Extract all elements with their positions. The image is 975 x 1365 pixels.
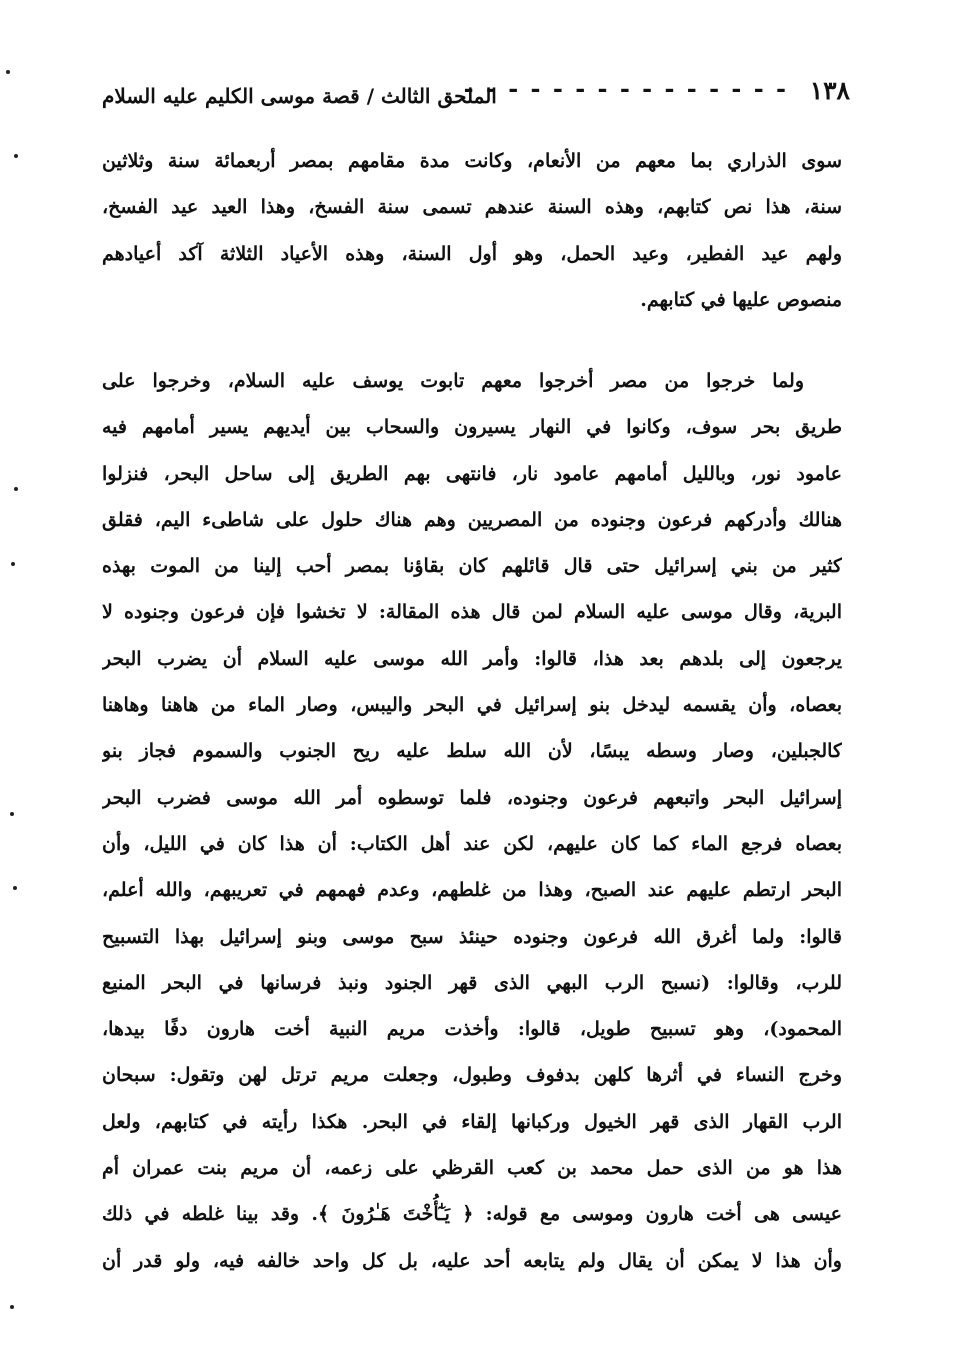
text-line: بعصاه فرجع الماء كما كان عليهم، لكن عند أهل الكتاب: أن هذا كان في الليل، وأن [102, 832, 842, 855]
scan-speck [13, 886, 17, 890]
text-line: سوى الذراري بما معهم من الأنعام، وكانت مدة مقامهم بمصر أربعمائة سنة وثلاثين [102, 150, 842, 172]
text-line: البحر ارتطم عليهم عند الصبح، وهذا من غلطهم، وعدم فهمهم في تعريبهم، والله أعلم، [102, 879, 842, 902]
scan-speck [6, 70, 10, 74]
text-line: بعصاه، وأن يقسمه ليدخل بنو إسرائيل في البحر واليبس، وصار الماء من هاهنا وهاهنا [102, 694, 842, 717]
text-line: البرية، وقال موسى عليه السلام لمن قال هذه المقالة: لا تخشوا فإن فرعون وجنوده لا [102, 601, 842, 624]
text-line: للرب، وقالوا: (نسبح الرب البهي الذى قهر الجنود ونبذ فرسانها في البحر المنيع [102, 971, 842, 994]
scan-speck [14, 154, 18, 158]
scan-speck [10, 812, 14, 816]
page-header [102, 72, 850, 116]
text-line: وأن هذا لا يمكن أن يقال ولم يتابعه أحد عليه، بل كل واحد خالفه فيه، ولو قدر أن [102, 1249, 842, 1272]
text-line: يرجعون إلى بلدهم بعد هذا، قالوا: وأمر الله موسى عليه السلام أن يضرب البحر [102, 647, 842, 670]
text-line: وخرج النساء في أثرها كلهن بدفوف وطبول، وجعلت مريم ترتل لهن وتقول: سبحان [102, 1064, 842, 1087]
text-line: قالوا: ولما أغرق الله فرعون وجنوده حينئذ سبح موسى وبنو إسرائيل بهذا التسبيح [102, 925, 842, 948]
text-line: المحمود)، وهو تسبيح طويل، قالوا: وأخذت مريم النبية أخت هارون دفًا بيدها، [102, 1018, 842, 1041]
text-line-indented: ولما خرجوا من مصر أخرجوا معهم تابوت يوسف عليه السلام، وخرجوا على [102, 370, 804, 392]
header-dash-rule: - - - - - - - - - - - - - - - [463, 74, 788, 103]
scan-speck [11, 562, 15, 566]
page-number: ١٣٨ [809, 76, 850, 105]
text-line: إسرائيل البحر واتبعهم فرعون وجنوده، فلما توسطوه أمر الله موسى فضرب البحر [102, 786, 842, 809]
text-line: هذا هو من الذى حمل محمد بن كعب القرظي على زعمه، أن مريم بنت عمران أم [102, 1157, 842, 1180]
scan-speck [14, 487, 18, 491]
text-line: ولهم عيد الفطير، وعيد الحمل، وهو أول السنة، وهذه الأعياد الثلاثة آكد أعيادهم [102, 242, 842, 265]
paragraph-2 [102, 358, 842, 1284]
text-line: عيسى هى أخت هارون وموسى مع قوله: ﴿ يَـٰٓأُخْتَ هَـٰرُونَ ﴾. وقد بينا غلطه في ذلك [102, 1203, 842, 1226]
text-line: كالجبلين، وصار وسطه يبسًا، لأن الله سلط عليه ريح الجنوب والسموم فجاز بنو [102, 740, 842, 763]
running-head-title: الملحق الثالث / قصة موسى الكليم عليه السلام [102, 84, 497, 108]
paragraph-1 [102, 138, 842, 323]
scan-speck [10, 1305, 14, 1309]
text-line: عامود نور، وبالليل أمامهم عامود نار، فانتهى بهم الطريق إلى ساحل البحر، فنزلوا [102, 462, 842, 485]
text-line: كثير من بني إسرائيل حتى قال قائلهم كان بقاؤنا بمصر أحب إلينا من الموت بهذه [102, 555, 842, 578]
text-line: منصوص عليها في كتابهم. [640, 288, 842, 311]
text-line: سنة، هذا نص كتابهم، وهذه السنة عندهم تسمى سنة الفسخ، وهذا العيد عيد الفسخ، [102, 196, 842, 219]
text-line: طريق بحر سوف، وكانوا في النهار يسيرون والسحاب بين أيديهم يسير أمامهم فيه [102, 416, 842, 439]
text-line: الرب القهار الذى قهر الخيول وركبانها إلقاء في البحر. هكذا رأيته في كتابهم، ولعل [102, 1110, 842, 1133]
text-line: هنالك وأدركهم فرعون وجنوده من المصريين وهم هناك حلول على شاطىء اليم، فقلق [102, 508, 842, 531]
